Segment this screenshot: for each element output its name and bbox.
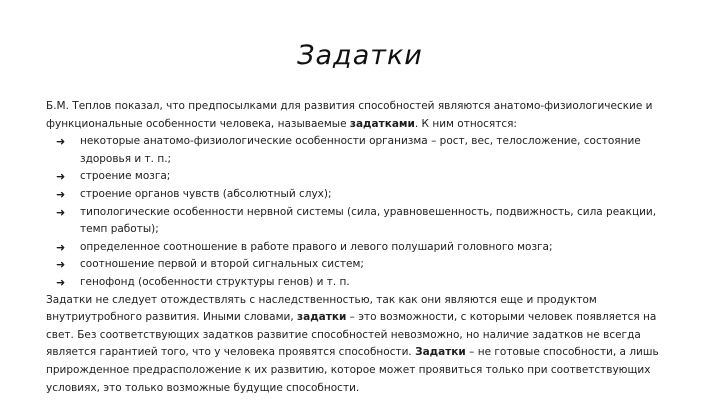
list-item-text: строение мозга; (80, 170, 171, 183)
list-item-text: строение органов чувств (абсолютный слух); (80, 187, 332, 200)
list-item-text: типологические особенности нервной системы (сила, уравновешенность, подвижность, сила реакции, темп работы); (80, 205, 657, 236)
conclusion-text-3: – не готовые способности, а лишь прирожденное предрасположение к их развитию, которое может проявиться только при соответствующих условиях, это только возможные будущие способности. (46, 346, 659, 394)
arrow-right-icon: ➜ (56, 170, 66, 184)
slide-title: Задатки (297, 40, 423, 71)
arrow-right-icon: ➜ (56, 258, 66, 272)
list-item (46, 186, 686, 204)
list-item-text: соотношение первой и второй сигнальных систем; (80, 258, 364, 271)
conclusion-text-2: – это возможности, с которыми человек появляется на свет. Без соответствующих задатков развитие способностей невозможно, но наличие задатков не всегда является гарантией того, что у человека проявятся способности. (46, 311, 657, 359)
conclusion-text-1: Задатки не следует отождествлять с наследственностью, так как они являются еще и продуктом внутриутробного развития. Иными словами, (46, 293, 597, 324)
list-item (46, 274, 686, 292)
arrow-right-icon: ➜ (56, 275, 66, 289)
list-item (46, 204, 686, 239)
intro-text-2: . К ним относятся: (414, 117, 517, 130)
conclusion-paragraph (46, 292, 686, 398)
arrow-right-icon: ➜ (56, 187, 66, 201)
list-item (46, 168, 686, 186)
list-item-text: определенное соотношение в работе правого и левого полушарий головного мозга; (80, 240, 553, 253)
list-item (46, 256, 686, 274)
list-item-text: генофонд (особенности структуры генов) и т. п. (80, 275, 350, 288)
conclusion-bold-term-1: задатки (297, 311, 347, 324)
arrow-right-icon: ➜ (56, 240, 66, 254)
conclusion-bold-term-2: Задатки (415, 346, 466, 359)
intro-text-1: Б.М. Теплов показал, что предпосылками для развития способностей являются анатомо-физиологические и функциональные особенности человека, называемые (46, 100, 653, 130)
arrow-right-icon: ➜ (56, 135, 66, 149)
bullet-list (46, 133, 686, 291)
list-item (46, 239, 686, 257)
arrow-right-icon: ➜ (56, 205, 66, 219)
list-item (46, 133, 686, 168)
list-item-text: некоторые анатомо-физиологические особенности организма – рост, вес, телосложение, состояние здоровья и т. п.; (80, 135, 641, 165)
slide-body (46, 98, 686, 397)
intro-bold-term: задатками (349, 117, 415, 130)
intro-paragraph (46, 98, 686, 133)
